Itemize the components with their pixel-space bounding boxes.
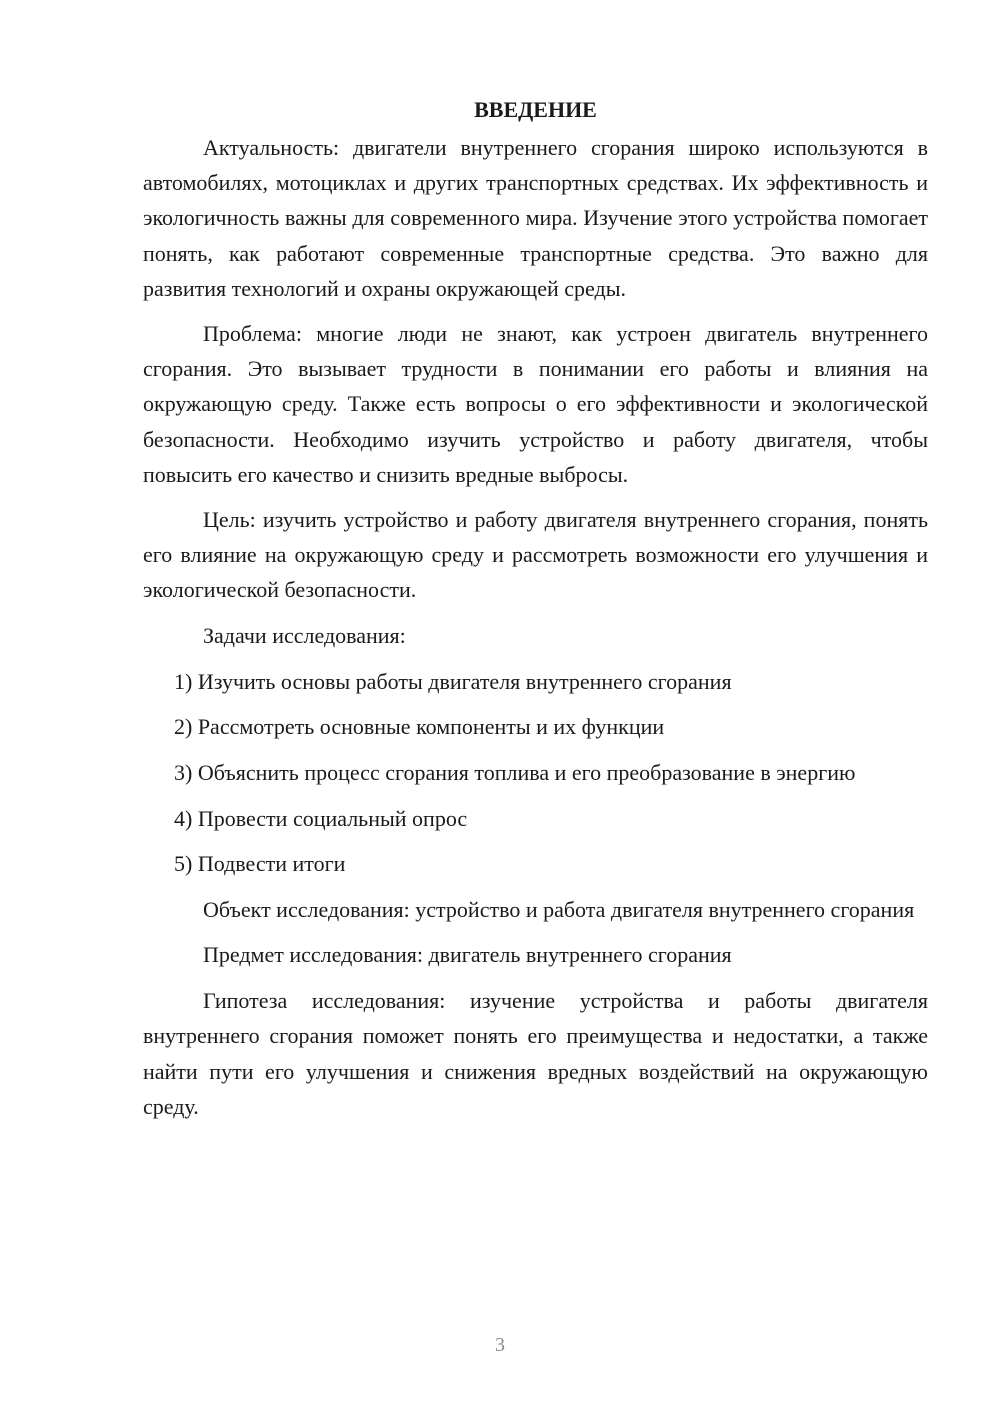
page-number: 3 xyxy=(495,1334,505,1356)
list-item: 3) Объяснить процесс сгорания топлива и его преобразование в энергию xyxy=(174,760,856,786)
paragraph-problem: Проблема: многие люди не знают, как устроен двигатель внутреннего сгорания. Это вызывает трудности в понимании его работы и влияния на окружающую среду. Также есть вопросы о его эффективности и экологической безопасности. Необходимо изучить устройство и работу двигателя, чтобы повысить его качество и снизить вредные выбросы. xyxy=(143,321,928,487)
paragraph-object: Объект исследования: устройство и работа двигателя внутреннего сгорания xyxy=(203,896,915,922)
paragraph-relevance: Актуальность: двигатели внутреннего сгорания широко используются в автомобилях, мотоциклах и других транспортных средствах. Их эффективность и экологичность важны для современного мира. Изучение этого устройства помогает понять, как работают современные транспортные средства. Это важно для развития технологий и охраны окружающей среды. xyxy=(143,135,928,301)
list-item: 4) Провести социальный опрос xyxy=(174,805,468,831)
paragraph-subject: Предмет исследования: двигатель внутреннего сгорания xyxy=(203,942,732,968)
section-title: ВВЕДЕНИЕ xyxy=(474,97,597,122)
paragraph-hypothesis: Гипотеза исследования: изучение устройства и работы двигателя внутреннего сгорания поможет понять его преимущества и недостатки, а также найти пути его улучшения и снижения вредных воздействий на окружающую среду. xyxy=(143,988,928,1119)
list-item: 5) Подвести итоги xyxy=(174,851,346,877)
tasks-list xyxy=(143,664,928,882)
document-page xyxy=(143,92,928,1134)
list-item: 2) Рассмотреть основные компоненты и их функции xyxy=(174,714,665,740)
tasks-heading: Задачи исследования: xyxy=(203,622,406,648)
paragraph-goal: Цель: изучить устройство и работу двигателя внутреннего сгорания, понять его влияние на окружающую среду и рассмотреть возможности его улучшения и экологической безопасности. xyxy=(143,507,928,603)
list-item: 1) Изучить основы работы двигателя внутреннего сгорания xyxy=(174,668,732,694)
